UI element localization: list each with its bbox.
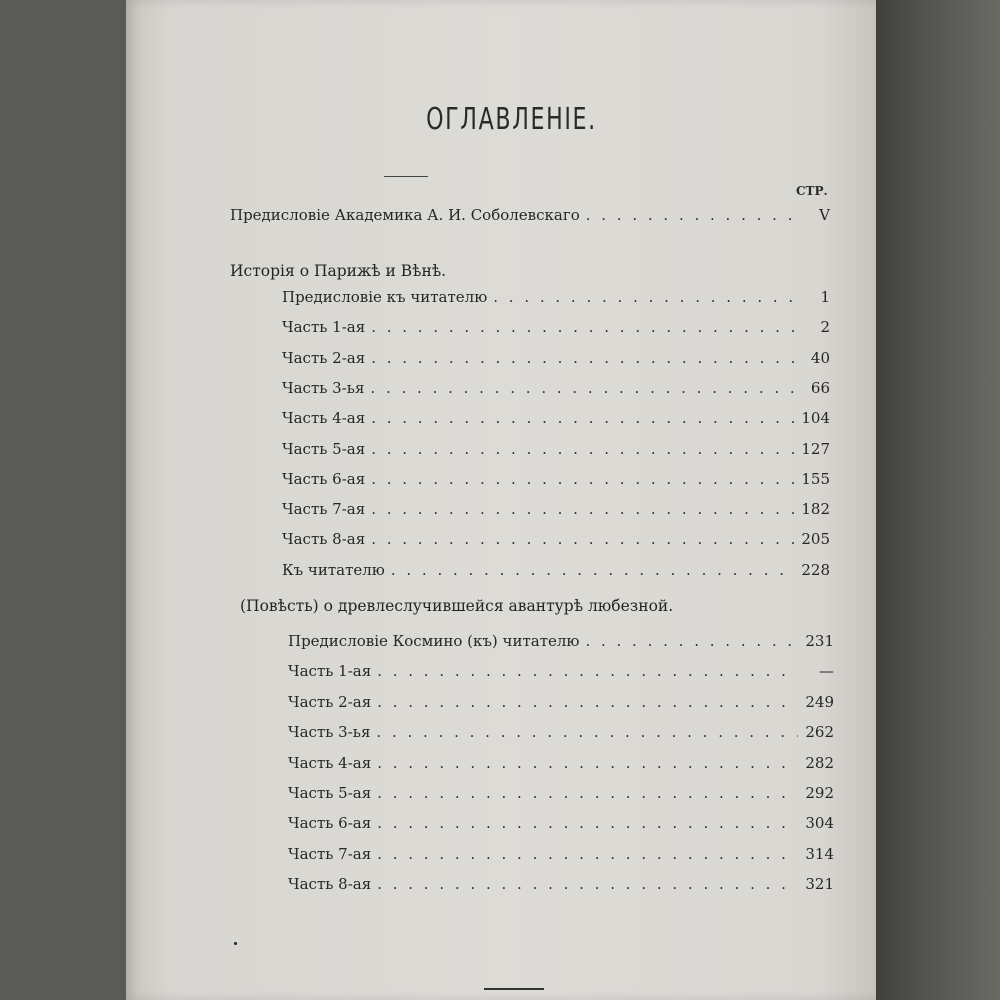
toc-entry-label: Предисловіе Академика А. И. Соболевскаго [230,206,580,224]
toc-entry-label: Часть 2-ая [288,692,372,711]
toc-entry-page: 321 [805,875,834,894]
toc-entry [288,814,834,832]
leader-dots [391,561,794,579]
toc-entry [288,875,834,893]
leader-dots [371,470,794,488]
toc-entry [282,379,830,397]
leader-dots [377,845,798,863]
toc-entry-page: 228 [801,560,830,579]
toc-entry-label: Часть 7-ая [288,844,372,863]
leader-dots [493,288,794,306]
background-edge [876,0,1000,1000]
toc-entry [282,561,830,579]
toc-entry-preface [230,206,830,224]
leader-dots [370,379,794,397]
toc-entry [288,632,834,650]
toc-entry-label: Часть 4-ая [282,409,366,428]
toc-entry-page: 127 [801,439,830,458]
toc-entry-page: 282 [805,753,834,772]
toc-entry-label: Предисловіе къ читателю [282,288,488,306]
toc-entry-label: Часть 5-ая [288,784,372,802]
toc-entry-label: Часть 3-ья [288,723,371,742]
toc-entry-page: 40 [810,348,830,367]
toc-entry-label: Предисловіе Космино (къ) читателю [288,632,580,650]
leader-dots [377,662,798,680]
leader-dots [377,693,798,711]
toc-entry [288,845,834,863]
leader-dots [377,754,798,772]
toc-entry-label: Часть 7-ая [282,500,366,519]
toc-entry [282,349,830,367]
leader-dots [371,349,794,367]
toc-entry-page: 249 [805,692,834,711]
toc-entry [288,723,834,741]
toc-entry-page: 231 [805,632,834,650]
bottom-divider [484,988,544,990]
toc-entry-page: 182 [801,500,830,519]
toc-entry-page: V [819,206,830,224]
toc-entry [282,530,830,548]
toc-entry-label: Часть 3-ья [282,378,365,397]
leader-dots [377,875,798,893]
toc-entry-label: Часть 6-ая [288,814,372,833]
toc-entry-page: 1 [820,288,830,306]
leader-dots [371,500,794,518]
toc-entry-label: Часть 6-ая [282,469,366,488]
toc-entry-label: Часть 4-ая [288,753,372,772]
toc-entry [282,500,830,518]
page-title: ОГЛАВЛЕНІЕ. [426,102,597,137]
title-divider [384,176,428,177]
leader-dots [377,814,798,832]
toc-entry-label: Часть 1-ая [288,662,372,681]
toc-entry [288,754,834,772]
toc-entry-page: 314 [805,844,834,863]
toc-entry [288,784,834,802]
toc-entry [288,662,834,680]
leader-dots [585,632,798,650]
toc-entry [282,288,830,306]
toc-entry-page: — [819,662,834,681]
toc-entry [282,318,830,336]
toc-entry-page: 2 [820,318,830,337]
toc-entry-page: 104 [801,409,830,428]
toc-entry [282,409,830,427]
toc-entry-label: Часть 8-ая [282,530,366,549]
leader-dots [371,440,794,458]
section-heading: (Повѣсть) о древлеслучившейся авантурѣ любезной. [240,597,674,615]
toc-entry-page: 155 [801,469,830,488]
toc-entry-label: Часть 2-ая [282,348,366,367]
leader-dots [371,409,794,427]
leader-dots [377,784,798,802]
leader-dots [371,530,794,548]
toc-entry-label: Часть 5-ая [282,439,366,458]
page-column-label: СТР. [796,184,828,198]
toc-entry [282,470,830,488]
leader-dots [586,206,794,224]
toc-entry-page: 66 [810,378,830,397]
toc-entry [288,693,834,711]
toc-entry-page: 205 [801,530,830,549]
ink-mark [234,942,237,945]
toc-entry-page: 292 [805,784,834,802]
toc-entry-label: Часть 8-ая [288,875,372,894]
toc-entry [282,440,830,458]
leader-dots [376,723,798,741]
toc-entry-page: 304 [805,814,834,833]
toc-entry-page: 262 [805,723,834,742]
leader-dots [371,318,794,336]
toc-entry-label: Къ читателю [282,560,385,579]
section-heading: Исторія о Парижѣ и Вѣнѣ. [230,262,447,280]
toc-entry-label: Часть 1-ая [282,318,366,337]
